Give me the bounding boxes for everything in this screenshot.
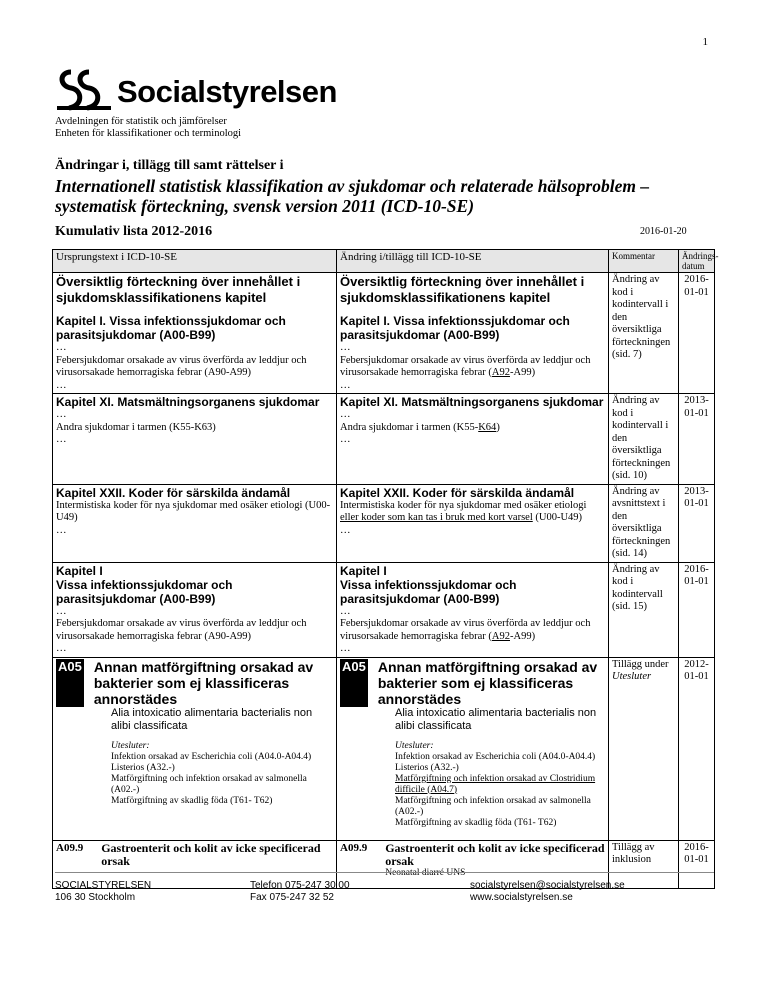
date-cell: 2016-01-01 — [679, 840, 715, 888]
cell-text: Intermistiska koder för nya sjukdomar med osäker etiologi eller koder som kan tas i bruk med kort varsel (U00-U49) — [340, 499, 587, 523]
comment-cell: Tillägg under Utesluter — [609, 657, 679, 840]
comment-cell: Ändring av kod i kodintervall (sid. 15) — [609, 562, 679, 657]
date-cell: 2013-01-01 — [679, 484, 715, 562]
footer-contact — [470, 880, 625, 904]
footer-email[interactable]: socialstyrelsen@socialstyrelsen.se — [470, 880, 625, 891]
cell-subheading: Vissa infektionssjukdomar och parasitsjukdomar (A00-B99) — [340, 577, 517, 606]
cell-subheading: Kapitel I. Vissa infektionssjukdomar och parasitsjukdomar (A00-B99) — [56, 314, 286, 342]
column-header: Ändrings-datum — [679, 250, 715, 273]
exclusion-item: Matförgiftning av skadlig föda (T61- T62) — [395, 817, 557, 828]
footer-org: SOCIALSTYRELSEN — [55, 880, 152, 891]
excludes-label: Utesluter: — [111, 740, 150, 751]
list-title: Kumulativ lista 2012-2016 — [55, 224, 213, 239]
code-badge: A05 — [340, 659, 368, 707]
table-header-row — [53, 250, 715, 273]
changed-code: A92 — [491, 367, 510, 378]
latin-title: Alia intoxicatio alimentaria bacterialis non alibi classificata — [111, 706, 313, 732]
cell-heading: Översiktlig förteckning över innehållet i sjukdomsklassifikationens kapitel — [56, 274, 301, 305]
page-number: 1 — [702, 36, 708, 48]
department-line: Enheten för klassifikationer och terminologi — [55, 128, 242, 139]
cell-text: Andra sjukdomar i tarmen (K55-K64) — [340, 421, 500, 433]
changed-code: K64 — [478, 421, 497, 433]
cell-subheading: Kapitel I. Vissa infektionssjukdomar och parasitsjukdomar (A00-B99) — [340, 314, 570, 342]
socialstyrelsen-emblem-icon — [55, 68, 113, 112]
department — [55, 116, 241, 140]
exclusion-item: Matförgiftning och infektion orsakad av salmonella (A02.-) — [111, 773, 307, 795]
cell-text: Febersjukdomar orsakade av virus överförda av leddjur och virusorsakade hemorragiska febrar (A90-A99) — [56, 354, 307, 378]
cell-heading: Kapitel I — [340, 563, 387, 578]
exclusion-item: Listerios (A32.-) — [395, 762, 459, 773]
changed-code: A92 — [491, 630, 510, 642]
footer-phone — [250, 880, 350, 904]
code-title: Annan matförgiftning orsakad av bakterier som ej klassificeras annorstädes — [377, 658, 598, 707]
table-row — [53, 657, 715, 840]
comment-cell: Ändring av kod i kodintervall i den översiktliga förteckningen (sid. 7) — [609, 273, 679, 394]
comment-cell: Tillägg av inklusion — [609, 840, 679, 888]
code-label: A09.9 — [56, 841, 84, 854]
cell-heading: Kapitel XI. Matsmältningsorganens sjukdomar — [340, 395, 604, 409]
table-row: Kapitel XI. Matsmältningsorganens sjukdomar … Andra sjukdomar i tarmen (K55-K63) … Kapitel XI. Matsmältningsorganens sjukdomar … Andra sjukdomar i tarmen (K55-K64) … Ändring av kod i kodintervall i den översiktliga förteckningen (sid. 10) 2013-01-01 — [53, 394, 715, 485]
footer-address — [55, 880, 151, 904]
code-title: Annan matförgiftning orsakad av bakterier som ej klassificeras annorstädes — [93, 658, 314, 707]
cell-text: Febersjukdomar orsakade av virus överförda av leddjur och virusorsakade hemorragiska febrar (A92-A99) — [340, 618, 591, 642]
logo-name: Socialstyrelsen — [117, 74, 337, 109]
cell-heading: Kapitel XI. Matsmältningsorganens sjukdomar — [56, 395, 320, 409]
column-header: Ändring i/tillägg till ICD-10-SE — [337, 250, 609, 273]
footer-telephone: Telefon 075-247 30 00 — [250, 880, 350, 891]
logo — [55, 68, 337, 114]
date-cell: 2016-01-01 — [679, 273, 715, 394]
code-label: A09.9 — [340, 841, 368, 854]
code-title: Gastroenterit och kolit av icke specificerad orsak — [385, 840, 605, 868]
cell-text: Febersjukdomar orsakade av virus överförda av leddjur och virusorsakade hemorragiska febrar (A90-A99) — [56, 618, 307, 642]
title-intro: Ändringar i, tillägg till samt rättelser i — [55, 158, 284, 173]
exclusion-item: Matförgiftning och infektion orsakad av salmonella (A02.-) — [395, 795, 591, 817]
latin-title: Alia intoxicatio alimentaria bacterialis non alibi classificata — [395, 706, 597, 732]
table-row: Kapitel XXII. Koder för särskilda ändamål Intermistiska koder för nya sjukdomar med osäker etiologi (U00-U49) … Kapitel XXII. Koder för särskilda ändamål Intermistiska koder för nya sjukdomar med osäker etiologi eller koder som kan tas i bruk med kort varsel (U00-U49) … Ändring av avsnittstext i den översiktliga förteckningen (sid. 14) 2013-01-01 — [53, 484, 715, 562]
exclusion-item: Infektion orsakad av Escherichia coli (A04.0-A04.4) — [395, 751, 596, 762]
changes-table — [52, 249, 719, 889]
table-row: Kapitel I Vissa infektionssjukdomar och parasitsjukdomar (A00-B99) … Febersjukdomar orsakade av virus överförda av leddjur och virusorsakade hemorragiska febrar (A90-A99) … Kapitel I Vissa infektionssjukdomar och parasitsjukdomar (A00-B99) … Febersjukdomar orsakade av virus överförda av leddjur och virusorsakade hemorragiska febrar (A92-A99) … Ändring av kod i kodintervall (sid. 15) 2016-01-01 — [53, 562, 715, 657]
code-badge: A05 — [56, 659, 84, 707]
changed-text: eller koder som kan tas i bruk med kort varsel — [340, 512, 533, 523]
cell-subheading: Vissa infektionssjukdomar och parasitsjukdomar (A00-B99) — [56, 577, 233, 606]
cell-text: Andra sjukdomar i tarmen (K55-K63) — [56, 421, 216, 433]
date-cell: 2012-01-01 — [679, 657, 715, 840]
cell-text: Intermistiska koder för nya sjukdomar med osäker etiologi (U00-U49) — [56, 499, 331, 523]
footer-postal: 106 30 Stockholm — [55, 892, 136, 903]
cell-heading: Översiktlig förteckning över innehållet i sjukdomsklassifikationens kapitel — [340, 274, 585, 305]
exclusion-item: Infektion orsakad av Escherichia coli (A04.0-A04.4) — [111, 751, 312, 762]
added-exclusion-item: Matförgiftning och infektion orsakad av Clostridium difficile (A04.7) — [395, 773, 596, 795]
table-row: Översiktlig förteckning över innehållet i sjukdomsklassifikationens kapitel Kapitel I. Vissa infektionssjukdomar och parasitsjukdomar (A00-B99) … Febersjukdomar orsakade av virus överförda av leddjur och virusorsakade hemorragiska febrar (A90-A99) … Översiktlig förteckning över innehållet i sjukdomsklassifikationens kapitel Kapitel I. Vissa infektionssjukdomar och parasitsjukdomar (A00-B99) … Febersjukdomar orsakade av virus överförda av leddjur och virusorsakade hemorragiska febrar (A92-A99) … Ändring av kod i kodintervall i den översiktliga förteckningen (sid. 7) 2016-01-01 — [53, 273, 715, 394]
department-line: Avdelningen för statistik och jämförelser — [55, 116, 227, 127]
excludes-label: Utesluter: — [395, 740, 434, 751]
list-date: 2016-01-20 — [640, 226, 687, 237]
footer-website[interactable]: www.socialstyrelsen.se — [470, 892, 573, 903]
column-header: Kommentar — [609, 250, 679, 273]
cell-heading: Kapitel I — [56, 563, 103, 578]
title-main: Internationell statistisk klassifikation av sjukdomar och relaterade hälsoproblem – systematisk förteckning, svensk version 2011 (ICD-10-SE) — [55, 176, 650, 216]
cell-heading: Kapitel XXII. Koder för särskilda ändamål — [340, 485, 575, 500]
cell-heading: Kapitel XXII. Koder för särskilda ändamål — [56, 485, 291, 500]
cell-text: Febersjukdomar orsakade av virus överförda av leddjur och virusorsakade hemorragiska febrar (A92-A99) — [340, 354, 591, 378]
code-title: Gastroenterit och kolit av icke specificerad orsak — [101, 840, 321, 868]
added-inclusion: Neonatal diarré UNS — [385, 867, 466, 878]
date-cell: 2013-01-01 — [679, 394, 715, 485]
footer-divider — [55, 872, 714, 873]
comment-cell: Ändring av avsnittstext i den översiktliga förteckningen (sid. 14) — [609, 484, 679, 562]
column-header: Ursprungstext i ICD-10-SE — [53, 250, 337, 273]
date-cell: 2016-01-01 — [679, 562, 715, 657]
footer-fax: Fax 075-247 32 52 — [250, 892, 334, 903]
exclusion-item: Matförgiftning av skadlig föda (T61- T62) — [111, 795, 273, 806]
comment-cell: Ändring av kod i kodintervall i den översiktliga förteckningen (sid. 10) — [609, 394, 679, 485]
exclusion-item: Listerios (A32.-) — [111, 762, 175, 773]
